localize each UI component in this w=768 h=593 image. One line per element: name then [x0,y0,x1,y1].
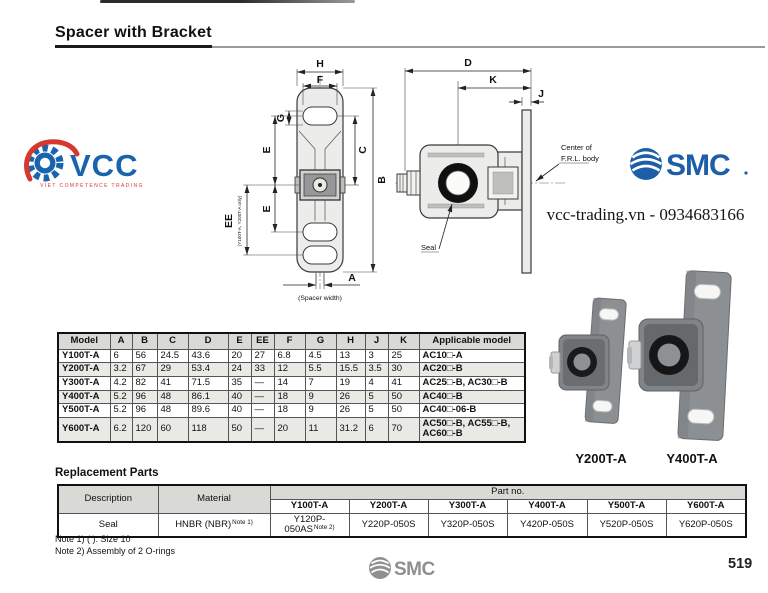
watermark-text: vcc-trading.vn - 0934683166 [546,205,745,224]
dim-ee-note: (Y100T-A, Y200T-A only) [237,195,242,247]
col-header: F [274,333,305,349]
slot-hole [303,246,337,264]
col-header: B [132,333,157,349]
part-no-header: Part no. [270,485,746,499]
vcc-wordmark: VCC [70,148,139,183]
smc-dot [744,171,747,174]
col-header: E [228,333,251,349]
title-rule [212,46,765,48]
material-cell: HNBR (NBR)$^{Note 1)}$ [158,513,270,537]
scan-artifact [100,0,355,3]
footnote-1: Note 1) ( ): Size 10 [55,534,131,544]
model-cell: Y100T-A [58,349,110,363]
col-header: D [188,333,228,349]
model-cell: Y300T-A [58,376,110,390]
dim-d: D [464,57,472,69]
dim-ee: EE [223,213,235,229]
slot-hole [303,107,337,125]
vcc-tagline: VIET COMPETENCE TRADING [40,183,144,189]
dim-b: B [376,176,388,184]
title-underline [55,45,212,48]
seal-label: Seal [421,243,437,252]
table-row: Y100T-A 6 56 24.5 43.6 20 27 6.8 4.5 13 3 25 AC10□-A [58,349,525,363]
dim-e-upper: E [261,146,273,154]
table-row: Y400T-A 5.2 96 48 86.1 40 — 18 9 26 5 50 AC40□-B [58,390,525,404]
applicable-model-cell: AC10□-A [419,349,525,363]
col-header: G [305,333,336,349]
replacement-parts-table [57,484,747,538]
smc-footer-wordmark: SMC [394,559,435,580]
dim-a: A [348,272,356,284]
dim-f: F [316,74,324,86]
model-cell: Y500T-A [58,404,110,418]
footnote-2: Note 2) Assembly of 2 O-rings [55,545,176,556]
note-ref: Note 2) [313,523,335,531]
part-no-cell: Y320P-050S [428,513,507,537]
model-cell: Y200T-A [58,363,110,377]
dim-k: K [489,74,497,86]
flange-plate [522,110,531,273]
part-no-cell: Y120P-050AS$^{Note 2)}$ [270,513,349,537]
applicable-model-cell: AC25□-B, AC30□-B [419,376,525,390]
col-header: J [365,333,388,349]
photo-label-y200t-a: Y200T-A [575,451,627,466]
dimension-table [57,332,526,443]
smc-footer-logo [367,553,457,583]
smc-globe-icon [630,148,662,180]
description-header: Description [58,485,158,513]
col-header: EE [251,333,274,349]
applicable-model-cell: AC50□-B, AC55□-B, AC60□-B [419,417,525,442]
table-row: Y300T-A 4.2 82 41 71.5 35 — 14 7 19 4 41 AC25□-B, AC30□-B [58,376,525,390]
smc-globe-icon [369,557,391,579]
spacer-width-caption: (Spacer width) [298,295,342,302]
dim-j: J [538,88,544,100]
part-no-cell: Y620P-050S [666,513,746,537]
front-view-drawing [215,53,405,308]
part-no-cell: Y420P-050S [507,513,587,537]
page-number: 519 [728,556,753,572]
col-header: A [110,333,132,349]
part-no-cell: Y220P-050S [349,513,428,537]
material-header: Material [158,485,270,513]
center-frl-label-1: Center of [561,143,592,152]
replacement-parts-heading: Replacement Parts [55,467,159,479]
note-ref: Note 1) [232,518,253,526]
side-view-drawing [393,53,633,293]
part-no-model-row: Y100T-A Y200T-A Y300T-A Y400T-A Y500T-A Y600T-A [58,499,746,513]
applicable-model-cell: AC40□-06-B [419,404,525,418]
page-title: Spacer with Bracket [55,24,212,41]
product-photo-y400t-a [627,267,755,452]
photo-label-y400t-a: Y400T-A [666,451,718,466]
slot-hole [303,223,337,241]
col-header: Applicable model [419,333,525,349]
col-header: H [336,333,365,349]
dim-e-lower: E [261,205,273,213]
smc-wordmark: SMC [666,149,730,182]
dim-h: H [316,58,324,70]
table-row: Y200T-A 3.2 67 29 53.4 24 33 12 5.5 15.5 3.5 30 AC20□-B [58,363,525,377]
nipple [397,174,407,192]
table-row: Y500T-A 5.2 96 48 89.6 40 — 18 9 26 5 50 AC40□-06-B [58,404,525,418]
model-cell: Y600T-A [58,417,110,442]
mounting-hole [688,409,715,424]
mounting-hole [599,308,619,320]
col-header: K [388,333,419,349]
model-cell: Y400T-A [58,390,110,404]
mounting-hole [694,284,721,299]
table-header-row [58,333,525,349]
smc-logo [624,140,752,188]
mounting-hole [593,400,613,412]
vcc-logo [20,133,148,191]
col-header: C [157,333,188,349]
col-header: Model [58,333,110,349]
part-no-cell: Y520P-050S [587,513,666,537]
center-frl-label-2: F.R.L. body [561,154,599,163]
vcc-gear-icon [30,148,60,178]
dim-c: C [357,146,369,154]
description-cell: Seal [58,513,158,537]
footnotes [55,534,175,557]
dim-g: G [275,113,287,123]
table-row: Y600T-A 6.2 120 60 118 50 — 20 11 31.2 6 70 AC50□-B, AC55□-B, AC60□-B [58,417,525,442]
applicable-model-cell: AC40□-B [419,390,525,404]
applicable-model-cell: AC20□-B [419,363,525,377]
